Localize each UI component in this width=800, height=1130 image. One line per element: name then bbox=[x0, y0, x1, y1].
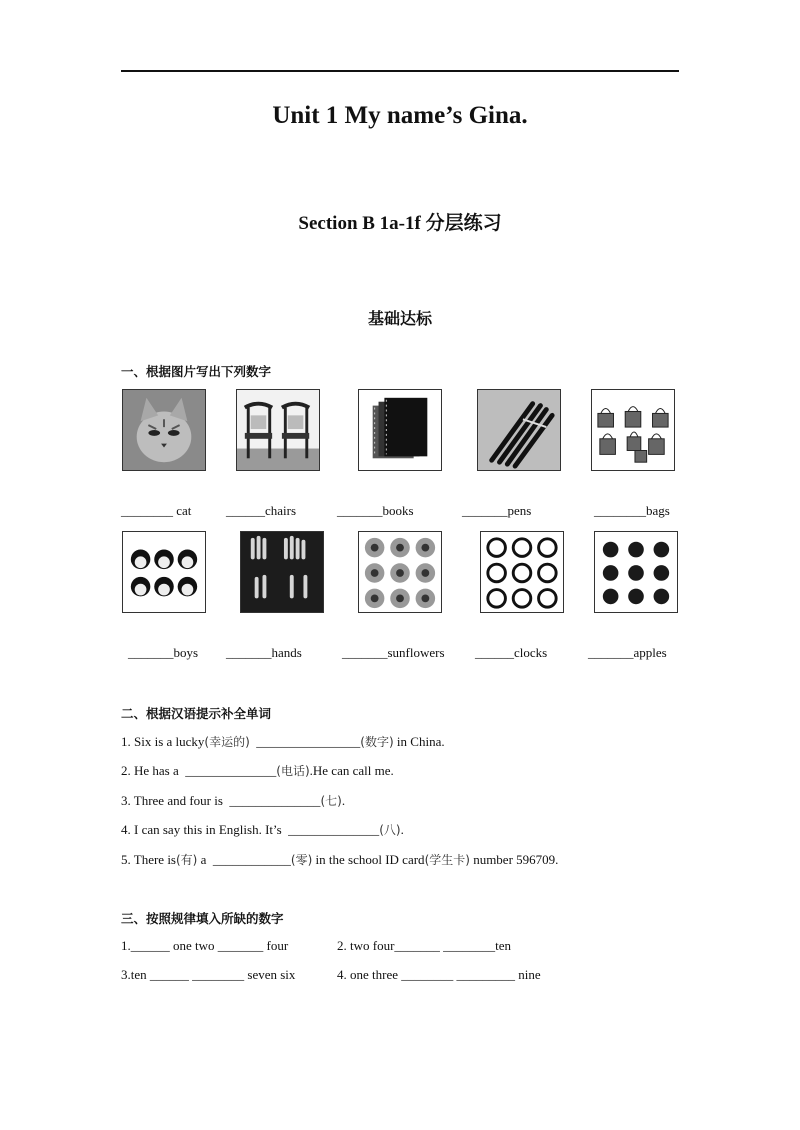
cat-icon bbox=[122, 389, 206, 471]
chairs-icon bbox=[236, 389, 320, 471]
part2-item-4: 4. I can say this in English. It’s ______________(八). bbox=[121, 822, 404, 837]
part2-item-1: 1. Six is a lucky(幸运的) ________________(数字) in China. bbox=[121, 734, 445, 749]
part3-heading: 三、按照规律填入所缺的数字 bbox=[121, 911, 284, 926]
part2-heading: 二、根据汉语提示补全单词 bbox=[121, 706, 272, 721]
apples-icon bbox=[594, 531, 678, 613]
clocks-icon bbox=[480, 531, 564, 613]
part3-item-3: 3.ten ______ ________ seven six bbox=[121, 967, 296, 982]
boys-icon bbox=[122, 531, 206, 613]
caption-apples: _______apples bbox=[588, 645, 667, 660]
part2-item-5: 5. There is(有) a ____________(零) in the school ID card(学生卡) number 596709. bbox=[121, 852, 559, 867]
part2-item-2: 2. He has a ______________(电话).He can call me. bbox=[121, 763, 394, 778]
part3-item-4: 4. one three ________ _________ nine bbox=[337, 967, 541, 982]
books-icon bbox=[358, 389, 442, 471]
part2-item-3: 3. Three and four is ______________(七). bbox=[121, 793, 346, 808]
caption-chairs: ______chairs bbox=[226, 503, 297, 518]
part3-item-1: 1.______ one two _______ four bbox=[121, 938, 289, 953]
caption-boys: _______boys bbox=[128, 645, 199, 660]
page-title: Unit 1 My name’s Gina. bbox=[272, 102, 528, 129]
level-heading: 基础达标 bbox=[367, 309, 432, 328]
pens-icon bbox=[477, 389, 561, 471]
bags-icon bbox=[591, 389, 675, 471]
caption-pens: _______pens bbox=[462, 503, 532, 518]
part3-item-2: 2. two four_______ ________ten bbox=[337, 938, 512, 953]
hands-icon bbox=[240, 531, 324, 613]
caption-bags: ________bags bbox=[594, 503, 670, 518]
caption-hands: _______hands bbox=[226, 645, 302, 660]
caption-books: _______books bbox=[337, 503, 414, 518]
part1-heading: 一、根据图片写出下列数字 bbox=[121, 364, 272, 379]
caption-cat: ________ cat bbox=[121, 503, 192, 518]
caption-clocks: ______clocks bbox=[475, 645, 548, 660]
section-subtitle: Section B 1a-1f 分层练习 bbox=[298, 213, 502, 234]
top-rule bbox=[121, 70, 679, 72]
caption-sunflowers: _______sunflowers bbox=[342, 645, 445, 660]
sunflowers-icon bbox=[358, 531, 442, 613]
